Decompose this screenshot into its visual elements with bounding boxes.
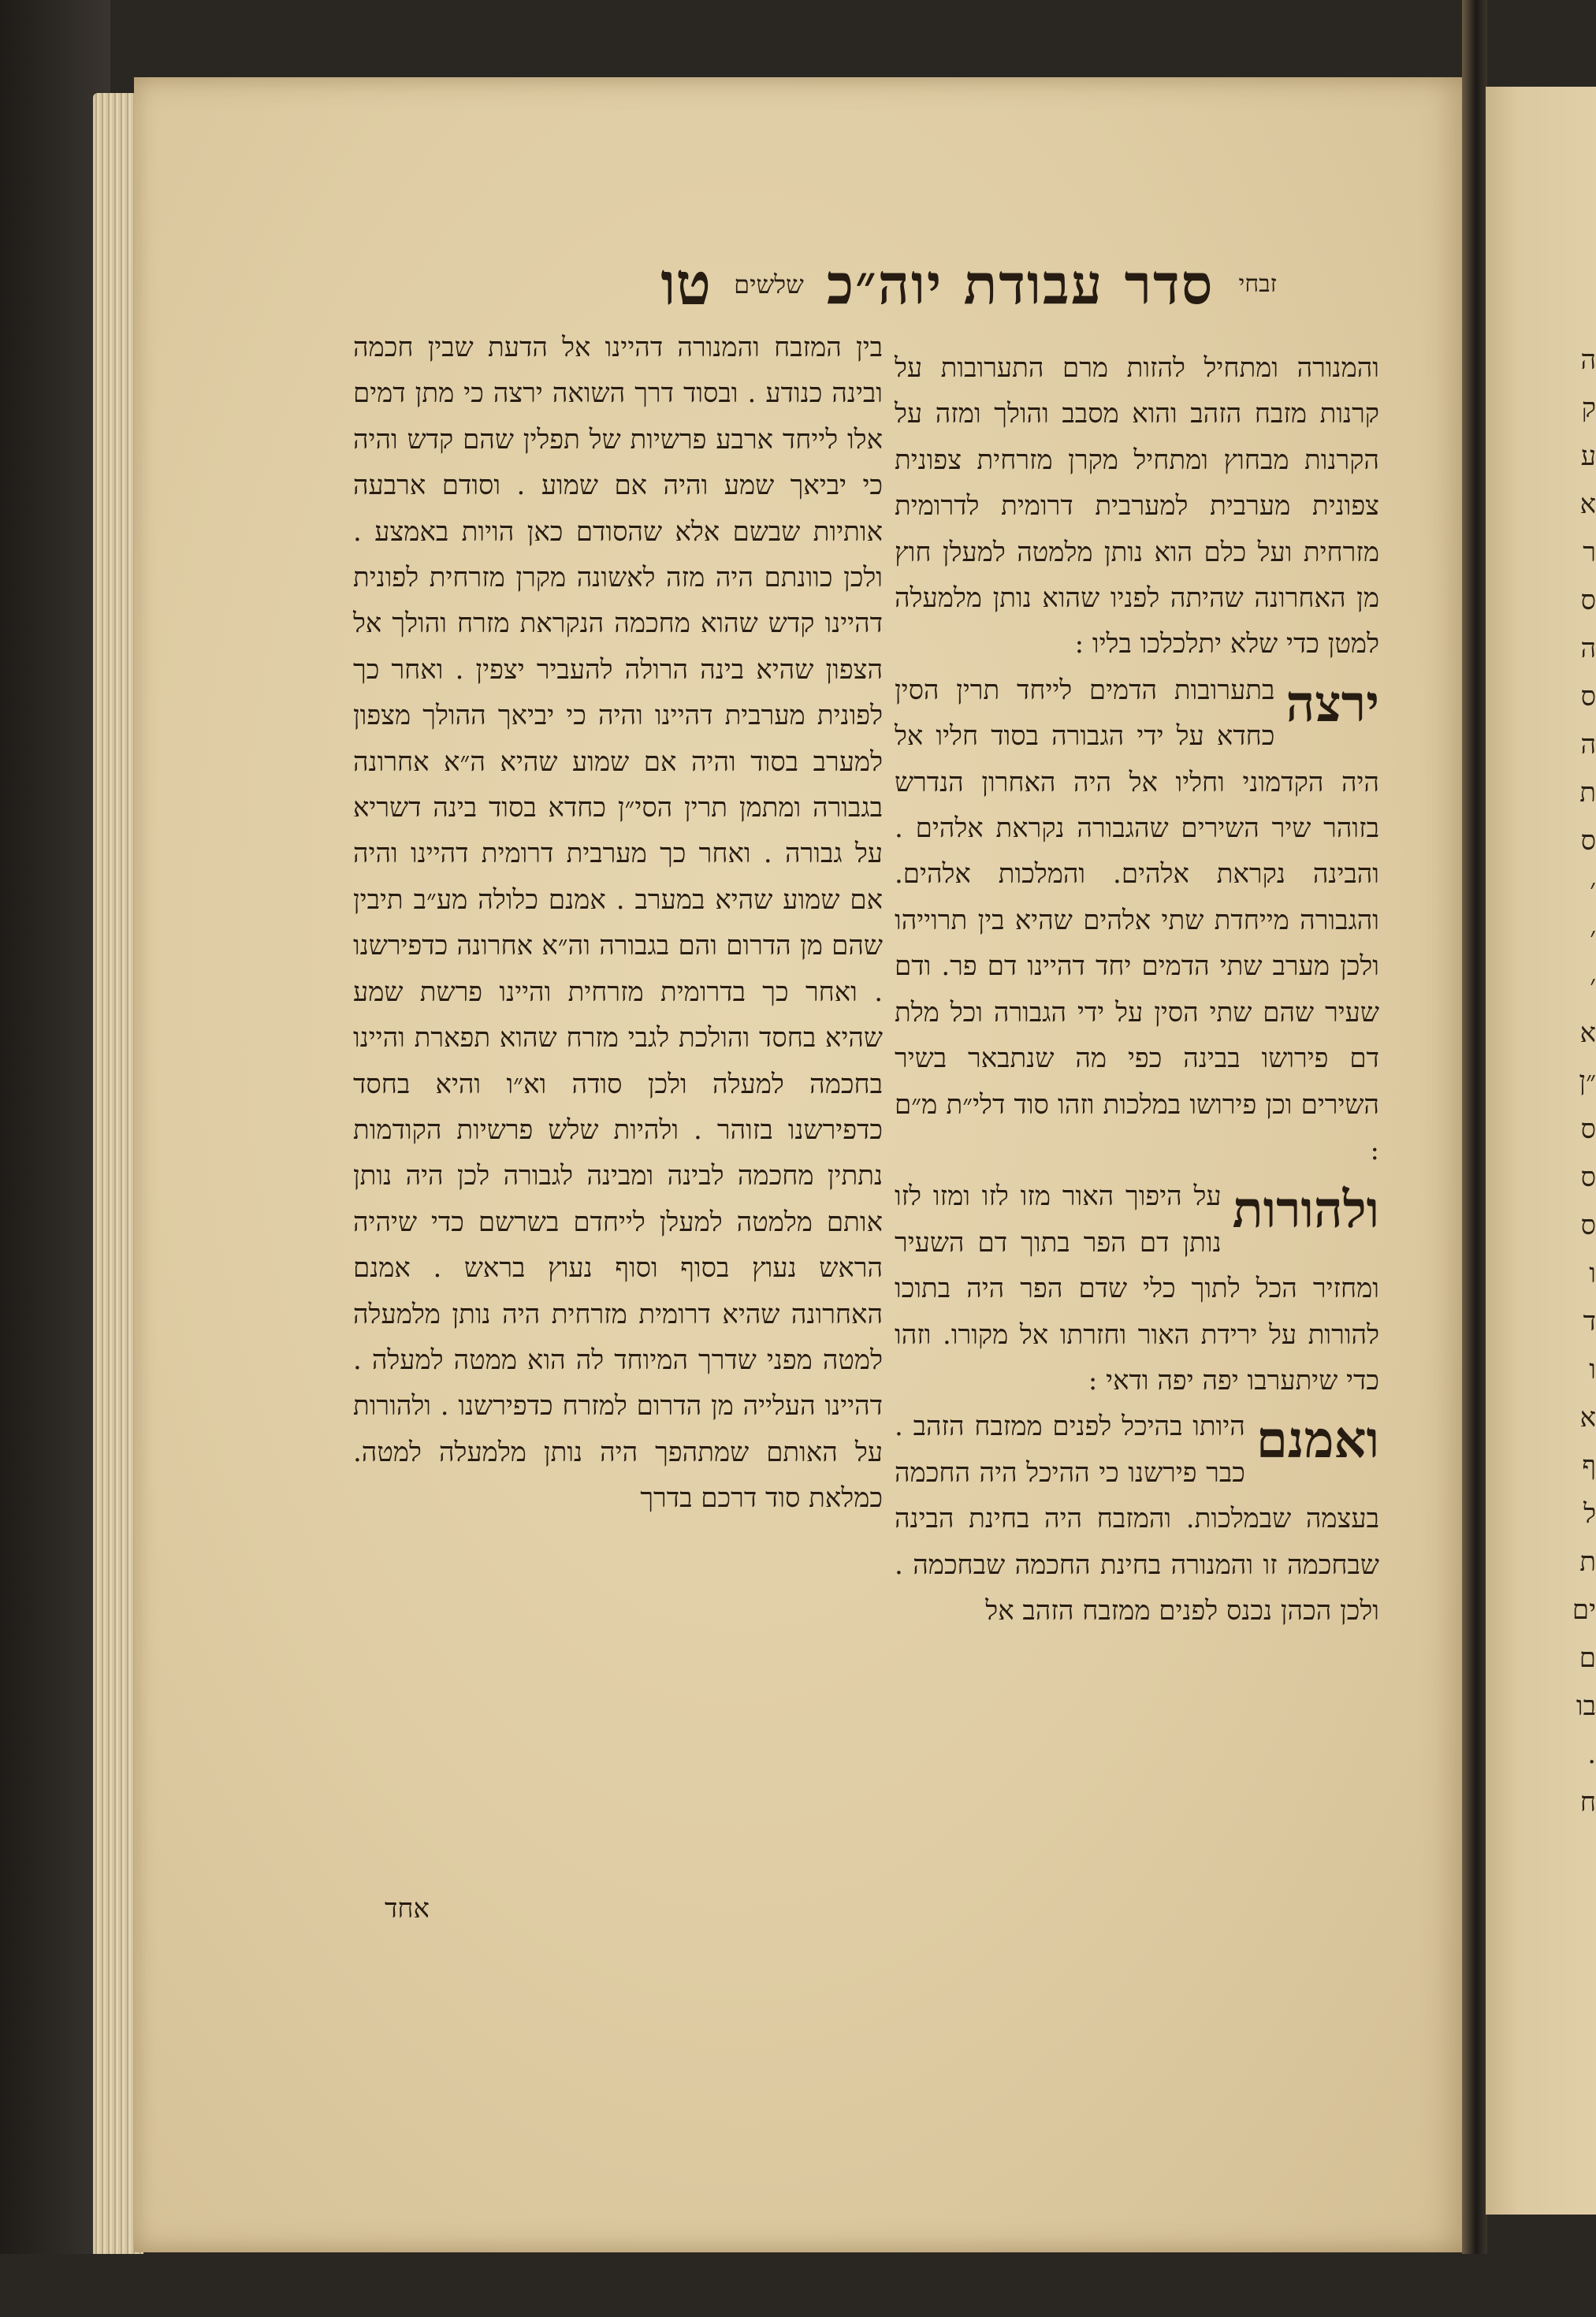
lead-word: ולהורות: [1232, 1181, 1379, 1240]
facing-page-fragment: ח: [1579, 1787, 1596, 1818]
facing-page-fragment: ם: [1579, 1642, 1596, 1674]
paragraph: [895, 668, 1379, 1173]
facing-page-fragment: ס: [1580, 681, 1596, 712]
facing-page-fragment: ים: [1572, 1594, 1596, 1626]
paragraph-text: בתערובות הדמים לייחד תרין הסין כחדא על ידי הגבורה בסוד חליו אל היה הקדמוני וחליו אל היה האחרון הנדרש בזוהר שיר השירים שהגבורה נקראת אלהים . והבינה נקראת אלהים. והמלכות אלהים. והגבורה מייחדת שתי אלהים שהיא בין תרוייהו ולכן מערב שתי הדמים יחד דהיינו דם פר. ודם שעיר שהם שתי הסין על ידי הגבורה וכל מלת דם פירושו בבינה כפי מה שנתבאר בשיר השירים וכן פירושו במלכות וזהו סוד דלי״ת מ״ם :: [895, 674, 1379, 1166]
header-right-word: זבחי: [1238, 270, 1277, 298]
lead-word: ואמנם: [1256, 1411, 1379, 1471]
facing-page-fragment: ה: [1580, 729, 1596, 761]
lead-word: ירצה: [1285, 674, 1379, 734]
facing-page-fragment: ס: [1580, 825, 1596, 857]
facing-page-fragment: ס: [1580, 1210, 1596, 1241]
facing-page-edge: [1486, 87, 1596, 2215]
facing-page-fragment: ס: [1580, 1162, 1596, 1193]
facing-page-fragment: ד: [1583, 1306, 1596, 1337]
facing-page-fragment: ׳: [1590, 921, 1596, 953]
facing-page-fragment: א: [1579, 1017, 1596, 1049]
paragraph: [895, 345, 1379, 668]
facing-page-fragment: ו: [1589, 1354, 1596, 1385]
header-signature-word: שלשים: [734, 269, 804, 299]
header-title: סדר עבודת יוה״כ: [826, 251, 1215, 317]
facing-page-fragment: ל: [1583, 1498, 1596, 1530]
left-column-text: בין המזבח והמנורה דהיינו אל הדעת שבין חכמה ובינה כנודע . ובסוד דרך השואה ירצה כי מתן דמים אלו לייחד ארבע פרשיות של תפלין שהם קדש והיה כי יביאך שמע והיה אם שמוע . וסודם ארבעה אותיות שבשם אלא שהסודם כאן הויות באמצע . ולכן כוונתם היה מזה לאשונה מקרן מזרחית לפונית דהיינו קדש שהוא מחכמה הנקראת מזרח והולך אל הצפון שהיא בינה הרולה להעביר יצפין . ואחר כך לפונית מערבית דהיינו והיה כי יביאך ההולך מצפון למערב בסוד והיה אם שמוע שהיא ה״א אחרונה בגבורה ומתמן תרין הסי״ן כחדא בסוד בינה דשריא על גבורה . ואחר כך מערבית דרומית דהיינו והיה אם שמוע שהיא במערב . אמנם כלולה מע״ב תיבין שהם מן הדרום והם בגבורה וה״א אחרונה כדפירשנו . ואחר כך בדרומית מזרחית והיינו פרשת שמע שהיא בחסד והולכת לגבי מזרח שהוא תפארת והיינו בחכמה למעלה ולכן סודה וא״ו והיא בחסד כדפירשנו בזוהר . ולהיות שלש פרשיות הקודמות נתתין מחכמה לבינה ומבינה לגבורה לכן היה נותן אותם מלמטה למעלן לייחדם בשרשם כדי שיהיה הראש נעוץ בסוף וסוף נעוץ בראש . אמנם האחרונה שהיא דרומית מזרחית היה נותן מלמעלה למטה מפני שדרך המיוחד לה הוא ממטה למעלה . דהיינו העלייה מן הדרום למזרח כדפירשנו . ולהורות על האותם שמתהפך היה נותן מלמעלה למטה. כמלאת סוד דרכם בדרך: [353, 332, 883, 1515]
facing-page-fragment: ק: [1581, 392, 1596, 424]
folio-number: טו: [660, 250, 712, 318]
facing-page-fragment: ס: [1580, 1114, 1596, 1145]
facing-page-fragment: ר: [1583, 537, 1596, 568]
facing-page-fragment: ס: [1580, 585, 1596, 616]
running-header: [441, 244, 1277, 323]
paragraph-text: והמנורה ומתחיל להזות מרם התערובות על קרנות מזבח הזהב והוא מסבב והולך ומזה על הקרנות מבחוץ ומתחיל מקרן מזרחית צפונית צפונית מערבית למערבית דרומית לדרומית מזרחית ועל כלם הוא נותן מלמטה למעלן חוץ מן האחרונה שהיתה לפניו שהוא נותן מלמעלה למטן כדי שלא יתלכלכו בליו :: [895, 352, 1379, 660]
facing-page-fragment: א: [1579, 1402, 1596, 1434]
facing-page-fragment: ת: [1579, 777, 1596, 809]
facing-page-fragment: א: [1579, 489, 1596, 520]
scan-bottom-border: [0, 2254, 1576, 2317]
facing-page-fragment: ׳: [1590, 969, 1596, 1001]
facing-page-fragment: ״ן: [1579, 1066, 1596, 1097]
facing-page-fragment: ה: [1580, 344, 1596, 376]
book-gutter: [1462, 0, 1487, 2317]
facing-page-fragment: .: [1587, 1739, 1596, 1770]
facing-page-fragment: ע: [1580, 441, 1596, 472]
paragraph: [895, 1404, 1379, 1634]
catchword: אחד: [385, 1893, 430, 1925]
left-column: [353, 325, 883, 1522]
paragraph: [895, 1173, 1379, 1404]
facing-page-fragment: ו: [1589, 1258, 1596, 1289]
facing-page-fragment: בו: [1576, 1690, 1596, 1722]
facing-page-fragment: ף: [1582, 1450, 1596, 1482]
right-column: [895, 345, 1379, 1634]
paragraph-text: על היפוך האור מזו לזו ומזו לזו נותן דם הפר בתוך דם השעיר ומחזיר הכל לתוך כלי שדם הפר היה בתוכו להורות על ירידת האור וחזרתו אל מקורו. וזהו כדי שיתערבו יפה יפה ודאי :: [895, 1181, 1379, 1397]
facing-page-fragment: ׳: [1590, 873, 1596, 905]
paragraph-text: היותו בהיכל לפנים ממזבח הזהב . כבר פירשנו כי ההיכל היה החכמה בעצמה שבמלכות. והמזבח היה בחינת הבינה שבחכמה זו והמנורה בחינת החכמה שבחכמה . ולכן הכהן נכנס לפנים ממזבח הזהב אל: [895, 1411, 1379, 1627]
facing-page-fragment: ת: [1579, 1546, 1596, 1578]
facing-page-fragment: ה: [1580, 633, 1596, 664]
